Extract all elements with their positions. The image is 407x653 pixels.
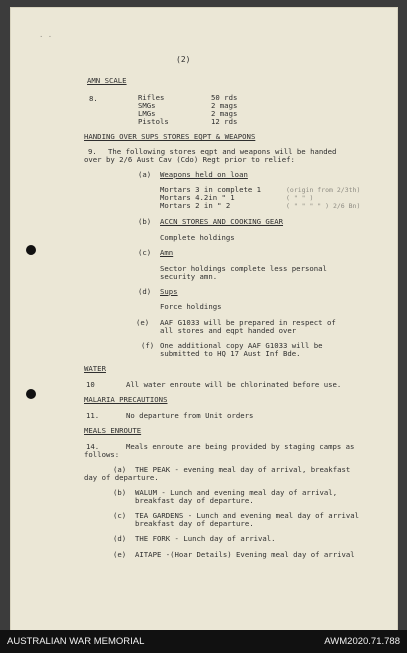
item-title: Weapons held on loan (160, 170, 248, 179)
item-text: security amn. (160, 272, 218, 281)
item-text: One additional copy AAF G1033 will be (160, 341, 323, 350)
item-label: (b) (138, 217, 152, 226)
amn-qty: 50 rds (211, 93, 238, 102)
meal-text: day of departure. (84, 473, 159, 482)
meal-label: (d) (113, 534, 127, 543)
meal-text: THE FORK - Lunch day of arrival. (135, 534, 276, 543)
mortar-line: Mortars 4.2in " 1 (160, 193, 235, 202)
meal-text: WALUM - Lunch and evening meal day of arrival, (135, 488, 338, 497)
mortar-note: ( " " " " ) 2/6 Bn) (286, 202, 361, 210)
mortar-note: (origin from 2/3th) (286, 186, 361, 194)
meal-label: (a) (113, 465, 127, 474)
document-page (11, 8, 397, 630)
item-label: (c) (138, 248, 152, 257)
amn-qty: 2 mags (211, 101, 238, 110)
footer-left: AUSTRALIAN WAR MEMORIAL (7, 636, 145, 647)
meal-text: TEA GARDENS - Lunch and evening meal day of arrival (135, 511, 360, 520)
item-text: AAF G1033 will be prepared in respect of (160, 318, 336, 327)
item-text: all stores and eqpt handed over (160, 326, 297, 335)
item-title: Sups (160, 287, 178, 296)
para-number: 11. (86, 411, 100, 420)
punch-hole (26, 245, 36, 255)
heading-handing-over: HANDING OVER SUPS STORES EQPT & WEAPONS (84, 132, 256, 141)
amn-item: Rifles (138, 93, 165, 102)
meal-label: (b) (113, 488, 127, 497)
meal-label: (c) (113, 511, 127, 520)
mortar-note: ( " " ) (286, 194, 314, 202)
amn-item: Pistols (138, 117, 169, 126)
amn-qty: 2 mags (211, 109, 238, 118)
meal-label: (e) (113, 550, 127, 559)
item-text: submitted to HQ 17 Aust Inf Bde. (160, 349, 301, 358)
para-text: The following stores eqpt and weapons will be handed (108, 147, 337, 156)
meal-text: THE PEAK - evening meal day of arrival, breakfast (135, 465, 351, 474)
meal-text: breakfast day of departure. (135, 496, 254, 505)
para-number: 8. (89, 94, 98, 103)
para-number: 9. (88, 147, 97, 156)
para-text: Meals enroute are being provided by staging camps as (126, 442, 355, 451)
mortar-line: Mortars 2 in " 2 (160, 201, 231, 210)
heading-water: WATER (84, 364, 106, 373)
item-label: (f) (141, 341, 155, 350)
item-label: (a) (138, 170, 152, 179)
para-text: follows: (84, 450, 120, 459)
amn-item: SMGs (138, 101, 156, 110)
meal-text: AITAPE -(Hoar Details) Evening meal day of arrival (135, 550, 355, 559)
amn-item: LMGs (138, 109, 156, 118)
para-number: 10 (86, 380, 95, 389)
heading-meals: MEALS ENROUTE (84, 426, 142, 435)
footer-bar (0, 630, 407, 653)
para-text: over by 2/6 Aust Cav (Cdo) Regt prior to relief: (84, 155, 295, 164)
para-number: 14. (86, 442, 100, 451)
mortar-line: Mortars 3 in complete 1 (160, 185, 262, 194)
heading-malaria: MALARIA PRECAUTIONS (84, 395, 168, 404)
amn-qty: 12 rds (211, 117, 238, 126)
corner-mark: · · (39, 32, 53, 41)
item-title: Amn (160, 248, 174, 257)
item-text: Complete holdings (160, 233, 235, 242)
meal-text: breakfast day of departure. (135, 519, 254, 528)
para-text: No departure from Unit orders (126, 411, 254, 420)
para-text: All water enroute will be chlorinated before use. (126, 380, 342, 389)
footer-right: AWM2020.71.788 (324, 636, 400, 647)
item-label: (e) (136, 318, 150, 327)
item-text: Force holdings (160, 302, 222, 311)
item-label: (d) (138, 287, 152, 296)
heading-amn-scale: AMN SCALE (87, 76, 127, 85)
punch-hole (26, 389, 36, 399)
page-number: (2) (176, 55, 191, 64)
item-title: ACCN STORES AND COOKING GEAR (160, 217, 284, 226)
item-text: Sector holdings complete less personal (160, 264, 327, 273)
